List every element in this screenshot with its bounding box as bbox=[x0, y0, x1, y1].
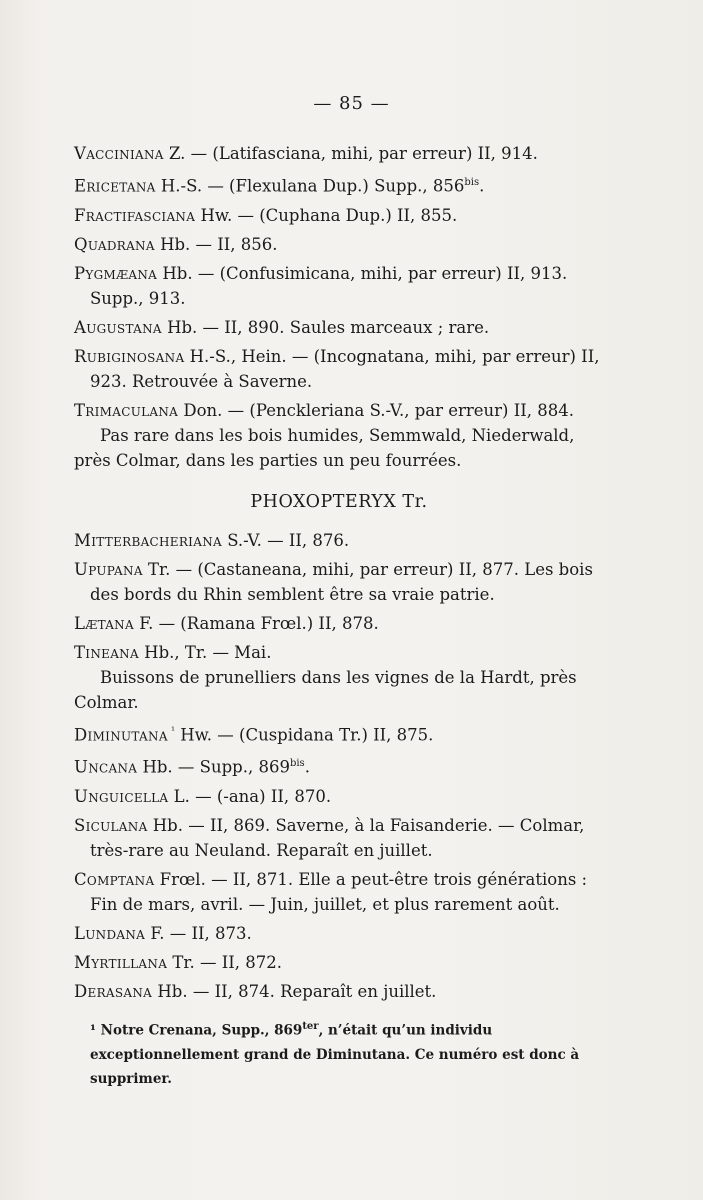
list-item bbox=[74, 141, 604, 166]
species-note: Buissons de prunelliers dans les vignes de la Hardt, près Colmar. bbox=[74, 667, 577, 712]
species-name: Trimaculana bbox=[74, 400, 179, 420]
species-name: Lundana bbox=[74, 923, 146, 943]
list-item bbox=[74, 950, 604, 975]
superscript: bis bbox=[289, 758, 305, 769]
species-text: Hw. — (Cuspidana Tr.) II, 875. bbox=[174, 725, 434, 744]
body-text bbox=[74, 141, 604, 1007]
species-text: S.-V. — II, 876. bbox=[221, 530, 350, 550]
species-name: Siculana bbox=[74, 815, 148, 835]
species-name: Ericetana bbox=[74, 176, 156, 196]
list-item bbox=[74, 813, 604, 863]
footnote-mark: ¹ bbox=[90, 1022, 96, 1039]
species-name: Augustana bbox=[74, 317, 162, 337]
footnote-text-a: Notre Crenana, Supp., 869 bbox=[95, 1022, 303, 1039]
species-name: Unguicella bbox=[74, 786, 169, 806]
footnote-text-b: , n’était qu’un individu exceptionnellement grand de Diminutana. Ce numéro est donc à supprimer. bbox=[90, 1022, 580, 1087]
footnote-sup: ter bbox=[302, 1021, 319, 1032]
list-item bbox=[74, 398, 604, 473]
superscript: bis bbox=[464, 177, 480, 188]
species-name: Lætana bbox=[74, 613, 134, 633]
list-item bbox=[74, 557, 604, 607]
species-text: F. — (Ramana Frœl.) II, 878. bbox=[133, 613, 379, 633]
species-name: Uncana bbox=[74, 757, 138, 777]
species-name: Derasana bbox=[74, 981, 153, 1001]
species-name: Quadrana bbox=[74, 234, 155, 254]
list-item bbox=[74, 751, 604, 780]
species-text: Hb. — II, 856. bbox=[154, 234, 278, 254]
species-name: Fractifasciana bbox=[74, 205, 196, 225]
species-text: Hb. — II, 890. Saules marceaux ; rare. bbox=[161, 317, 490, 337]
footnote-ref: ¹ bbox=[167, 725, 175, 737]
list-item bbox=[74, 784, 604, 809]
species-name: Tineana bbox=[74, 642, 139, 662]
list-item bbox=[74, 203, 604, 228]
species-text: Hb. — II, 869. Saverne, à la Faisanderie. — Colmar, très-rare au Neuland. Reparaît en juillet. bbox=[90, 815, 585, 860]
entry-list-a bbox=[74, 141, 604, 473]
species-name: Mitterbacheriana bbox=[74, 530, 222, 550]
list-item bbox=[74, 315, 604, 340]
list-item bbox=[74, 979, 604, 1004]
list-item bbox=[74, 719, 604, 748]
list-item bbox=[74, 921, 604, 946]
species-text: H.-S., Hein. — (Incognatana, mihi, par erreur) II, 923. Retrouvée à Saverne. bbox=[90, 346, 600, 391]
genus-heading: PHOXOPTERYX Tr. bbox=[250, 491, 428, 512]
species-name: Diminutana bbox=[74, 725, 168, 744]
species-text: Hw. — (Cuphana Dup.) II, 855. bbox=[195, 205, 458, 225]
footnote bbox=[74, 1015, 604, 1091]
list-item bbox=[74, 170, 604, 199]
species-note: Pas rare dans les bois humides, Semmwald, Niederwald, près Colmar, dans les parties un peu fourrées. bbox=[74, 425, 575, 470]
species-name: Myrtillana bbox=[74, 952, 168, 972]
page-number: — 85 — bbox=[313, 93, 390, 114]
species-text: Hb. — Supp., 869 bbox=[137, 757, 290, 777]
species-text: Don. — (Penckleriana S.-V., par erreur) II, 884. bbox=[178, 400, 574, 420]
species-name: Upupana bbox=[74, 559, 143, 579]
species-text: Hb. — II, 874. Reparaît en juillet. bbox=[152, 981, 437, 1001]
list-item bbox=[74, 611, 604, 636]
entry-list-b bbox=[74, 528, 604, 1004]
species-text: Hb., Tr. — Mai. bbox=[138, 642, 272, 662]
species-text: H.-S. — (Flexulana Dup.) Supp., 856 bbox=[155, 176, 465, 196]
species-name: Rubiginosana bbox=[74, 346, 185, 366]
species-text: Z. — (Latifasciana, mihi, par erreur) II, 914. bbox=[163, 144, 538, 163]
species-name: Comptana bbox=[74, 869, 155, 889]
species-text-end: . bbox=[479, 176, 485, 196]
list-item bbox=[74, 261, 604, 311]
species-name: Pygmæana bbox=[74, 263, 158, 283]
species-text: Tr. — (Castaneana, mihi, par erreur) II, 877. Les bois des bords du Rhin semblent être sa vraie patrie. bbox=[90, 559, 593, 604]
species-text: F. — II, 873. bbox=[145, 923, 252, 943]
list-item bbox=[74, 867, 604, 917]
species-text: Tr. — II, 872. bbox=[167, 952, 282, 972]
list-item bbox=[74, 528, 604, 553]
list-item bbox=[74, 232, 604, 257]
species-text: Frœl. — II, 871. Elle a peut-être trois générations : Fin de mars, avril. — Juin, juillet, et plus rarement août. bbox=[90, 869, 588, 914]
species-text: Hb. — (Confusimicana, mihi, par erreur) II, 913. Supp., 913. bbox=[90, 263, 568, 308]
species-text-end: . bbox=[304, 757, 310, 777]
species-name: Vacciniana bbox=[74, 144, 164, 163]
species-text: L. — (-ana) II, 870. bbox=[168, 786, 332, 806]
list-item bbox=[74, 344, 604, 394]
list-item bbox=[74, 640, 604, 715]
